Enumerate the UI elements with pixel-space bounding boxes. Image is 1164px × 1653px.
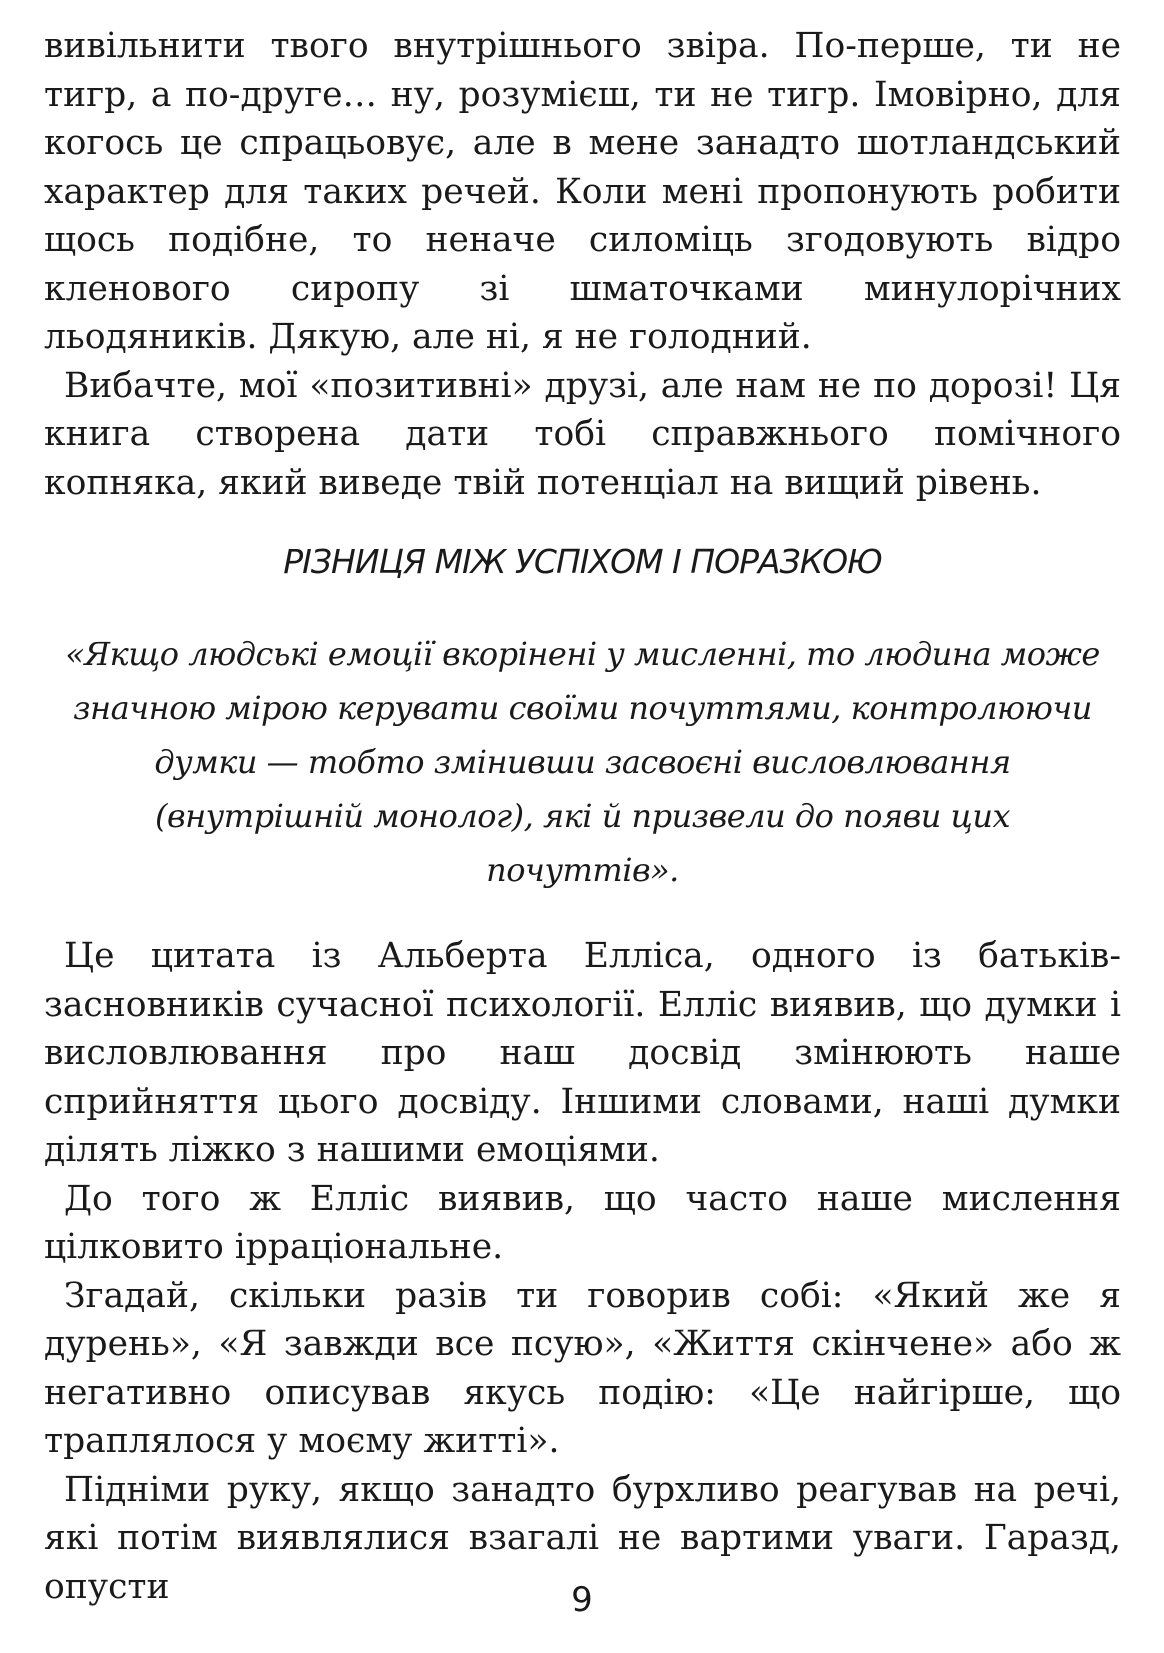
paragraph: До того ж Елліс виявив, що часто наше мислення цілковито ірраціональне. bbox=[44, 1178, 1121, 1267]
paragraph: Згадай, скільки разів ти говорив собі: «Який же я дурень», «Я завжди все псую», «Життя скінчене» або ж негативно описував якусь подію: «Це найгірше, що траплялося у моєму житті». bbox=[44, 1275, 1121, 1461]
text-block-bottom bbox=[44, 932, 1121, 1611]
paragraph: Це цитата із Альберта Елліса, одного із батьків-засновників сучасної психології. Елліс виявив, що думки і висловлювання про наш досвід змінюють наше сприйняття цього досвіду. Іншими словами, наші думки ділять ліжко з нашими емоціями. bbox=[44, 936, 1121, 1170]
paragraph: вивільнити твого внутрішнього звіра. По-перше, ти не тигр, а по-друге… ну, розумієш, ти не тигр. Імовірно, для когось це спрацьовує, але в мене занадто шотландський характер для таких речей. Коли мені пропонують робити щось подібне, то неначе силоміць згодовують відро кленового сиропу зі шматочками минулорічних льодяників. Дякую, але ні, я не голодний. bbox=[44, 26, 1121, 357]
page-number: 9 bbox=[571, 1580, 593, 1620]
quote-line: думки — тобто змінивши засвоєні висловлювання bbox=[154, 743, 1011, 781]
paragraph: Вибачте, мої «позитивні» друзі, але нам не по дорозі! Ця книга створена дати тобі справжнього помічного копняка, який виведе твій потенціал на вищий рівень. bbox=[44, 365, 1121, 503]
quote-line: (внутрішній монолог), які й призвели до появи цих bbox=[154, 797, 1011, 835]
epigraph-quote bbox=[44, 627, 1121, 897]
quote-line: значною мірою керувати своїми почуттями, контролюючи bbox=[73, 689, 1092, 727]
quote-line: «Якщо людські емоції вкорінені у мисленні, то людина може bbox=[65, 635, 1100, 673]
text-block-top bbox=[44, 22, 1121, 507]
section-heading: РІЗНИЦЯ МІЖ УСПІХОМ І ПОРАЗКОЮ bbox=[283, 542, 882, 581]
quote-line: почуттів». bbox=[486, 851, 679, 889]
paragraph: Підніми руку, якщо занадто бурхливо реагував на речі, які потім виявлялися взагалі не вартими уваги. Гаразд, опусти bbox=[44, 1469, 1121, 1607]
